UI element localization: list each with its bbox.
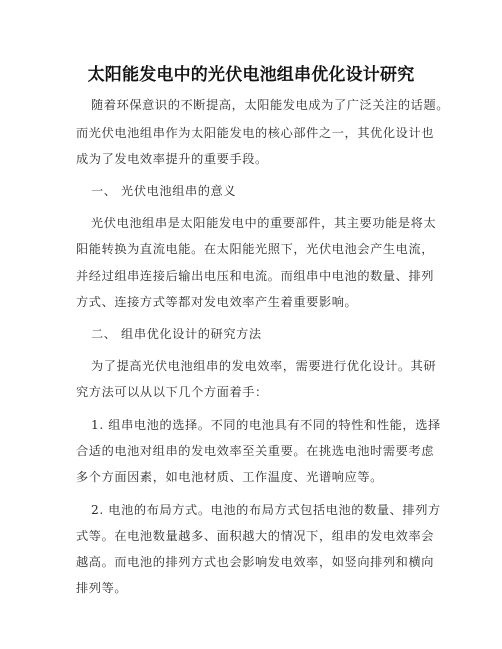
section-1-line-1: 光伏电池组串是太阳能发电中的重要部件，其主要功能是将太 (91, 216, 437, 230)
section-1-line-4: 方式、连接方式等都对发电效率产生着重要影响。 (76, 295, 358, 309)
intro-line-1: 随着环保意识的不断提高，太阳能发电成为了广泛关注的话题。 (91, 98, 450, 112)
section-1-line-3: 并经过组串连接后输出电压和电流。而组串中电池的数量、排列 (76, 269, 435, 283)
section-2-line-2: 究方法可以从以下几个方面着手： (76, 385, 268, 399)
item-1-line-2: 合适的电池对组串的发电效率至关重要。在挑选电池时需要考虑 (76, 444, 435, 458)
section-2-line-1: 为了提高光伏电池组串的发电效率，需要进行优化设计。其研 (91, 359, 437, 373)
item-2-line-2: 式等。在电池数量越多、面积越大的情况下，组串的发电效率会 (76, 529, 435, 543)
item-1-line-3: 多个方面因素，如电池材质、工作温度、光谱响应等。 (76, 470, 383, 484)
section-1-heading: 一、 光伏电池组串的意义 (91, 184, 237, 198)
intro-line-2: 而光伏电池组串作为太阳能发电的核心部件之一，其优化设计也 (76, 126, 435, 140)
section-1-line-2: 阳能转换为直流电能。在太阳能光照下，光伏电池会产生电流， (76, 242, 435, 256)
item-1-line-1: 1. 组串电池的选择。不同的电池具有不同的特性和性能，选择 (91, 418, 441, 432)
intro-line-3: 成为了发电效率提升的重要手段。 (76, 152, 268, 166)
document-title: 太阳能发电中的光伏电池组串优化设计研究 (87, 65, 415, 85)
item-2-line-3: 越高。而电池的排列方式也会影响发电效率，如竖向排列和横向 (76, 555, 435, 569)
section-2-heading: 二、 组串优化设计的研究方法 (91, 327, 262, 341)
item-2-line-1: 2. 电池的布局方式。电池的布局方式包括电池的数量、排列方 (91, 503, 441, 517)
item-2-line-4: 排列等。 (76, 581, 128, 595)
